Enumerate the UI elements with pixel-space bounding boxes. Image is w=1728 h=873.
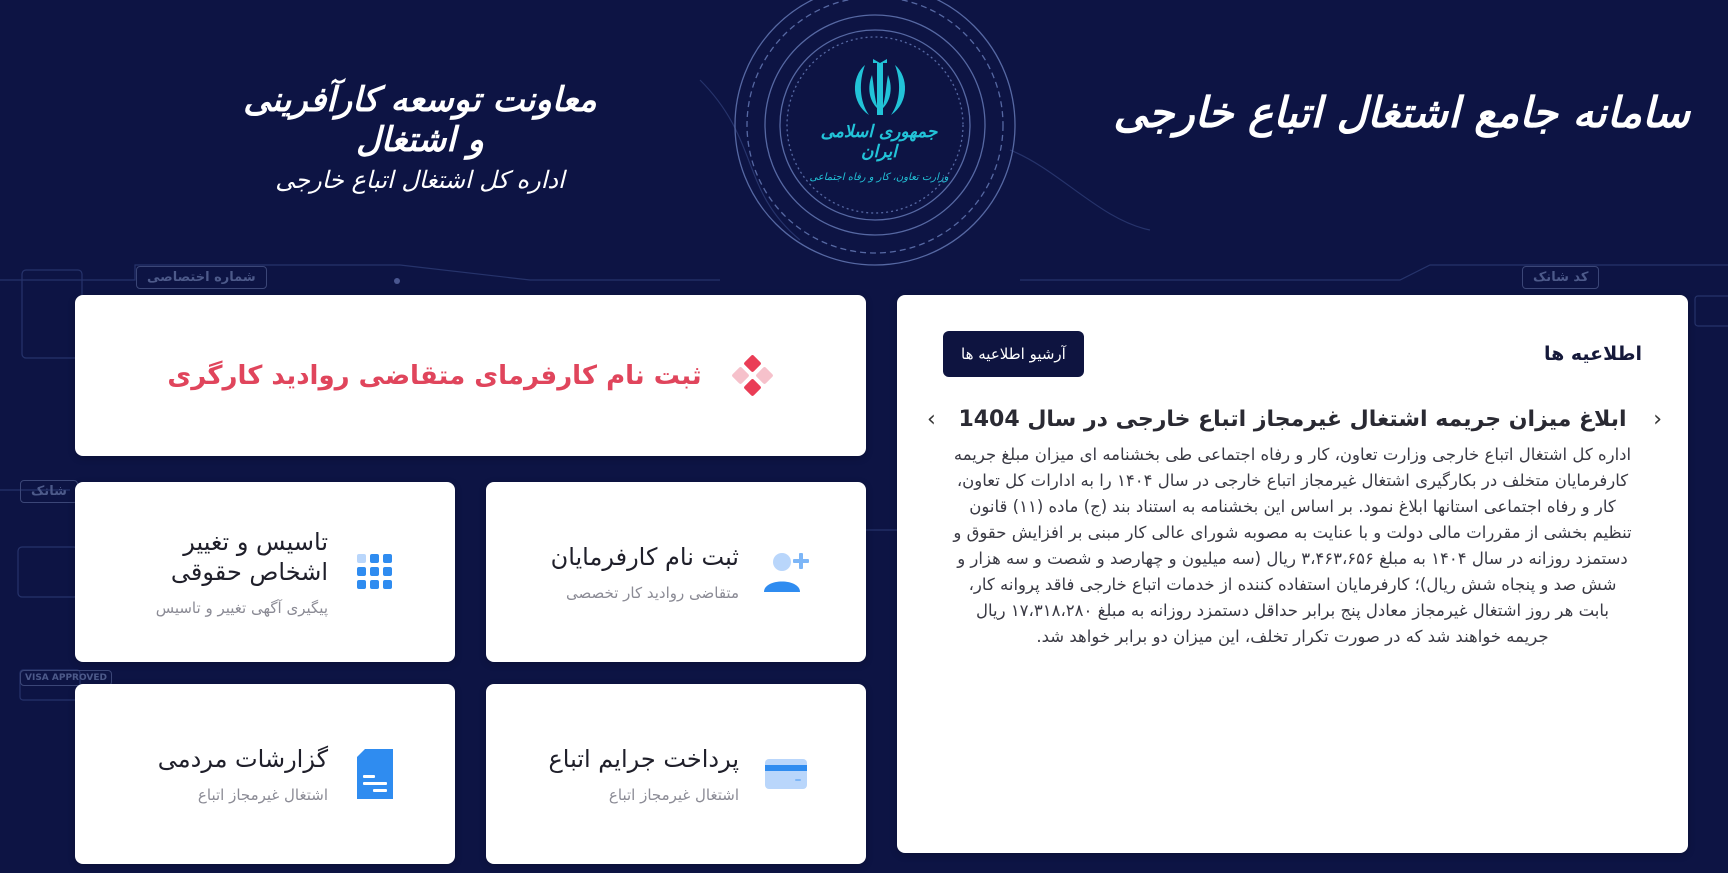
announcements-panel: [897, 295, 1688, 853]
decorative-tag-shanak: شانک: [20, 480, 78, 503]
department-block: [240, 80, 600, 194]
carousel-next-arrow-icon[interactable]: ›: [927, 407, 936, 432]
public-reports-tile[interactable]: [75, 684, 455, 864]
tile-subtitle: اشتغال غیرمجاز اتباع: [197, 786, 328, 804]
hero-card-title: ثبت نام کارفرمای متقاضی روادید کارگری: [167, 360, 702, 391]
tile-title: تاسیس و تغییر اشخاص حقوقی: [170, 528, 328, 586]
system-title: سامانه جامع اشتغال اتباع خارجی: [1113, 88, 1690, 137]
carousel-prev-arrow-icon[interactable]: ‹: [1653, 407, 1662, 432]
tile-subtitle: اشتغال غیرمجاز اتباع: [608, 786, 739, 804]
announcement-body: اداره کل اشتغال اتباع خارجی وزارت تعاون، کار و رفاه اجتماعی طی بخشنامه ای میزان مبلغ جریمه کارفرمایان متخلف در بکارگیری اشتغال غیرمجاز اتباع خارجی در سال ۱۴۰۴ را به ادارات کل تعاون، کار و رفاه اجتماعی استانها ابلاغ نمود. بر اساس این بخشنامه به استناد بند (ج) ماده (۱۱) قانون تنظیم بخشی از مقررات مالی دولت و با عنایت به مصوبه شورای عالی کار مبنی بر افزایش حقوق و دستمزد روزانه در سال ۱۴۰۴ به مبلغ ۳،۴۶۳،۶۵۶ ریال (سه میلیون و چهارصد و شصت و سه هزار و شش صد و پنجاه شش ریال)؛ کارفرمایان استفاده کننده از خدمات اتباع خارجی فاقد پروانه کار، بابت هر روز اشتغال غیرمجاز معادل پنج برابر حداقل دستمزد روزانه به مبلغ ۱۷،۳۱۸،۲۸۰ ریال جریمه خواهند شد که در صورت تکرار تخلف، این میزان دو برابر خواهد شد.: [953, 445, 1632, 646]
emblem-text: [804, 52, 954, 183]
announcement-title[interactable]: ابلاغ میزان جریمه اشتغال غیرمجاز اتباع خارجی در سال 1404: [958, 407, 1627, 432]
emblem-country: جمهوری اسلامی ایران: [820, 122, 938, 162]
decorative-tag-shanak-code: کد شانک: [1522, 266, 1599, 289]
user-add-icon: [761, 547, 811, 597]
tile-title: ثبت نام کارفرمایان: [550, 543, 739, 571]
tile-subtitle: پیگیری آگهی تغییر و تاسیس: [155, 599, 328, 617]
tile-title: پرداخت جرایم اتباع: [548, 745, 739, 773]
employer-work-visa-registration-card[interactable]: [75, 295, 866, 456]
decorative-tag-special-number: شماره اختصاصی: [136, 266, 267, 289]
announcements-archive-button[interactable]: آرشیو اطلاعیه ها: [943, 331, 1084, 377]
tile-title: گزارشات مردمی: [157, 745, 328, 773]
grid-apps-icon: [350, 547, 400, 597]
announcement-slide: [927, 407, 1662, 650]
decorative-tag-visa: VISA APPROVED: [20, 670, 112, 686]
credit-card-icon: [761, 749, 811, 799]
deputy-title: معاونت توسعه کارآفرینی و اشتغال: [243, 80, 597, 160]
tile-subtitle: متقاضی روادید کار تخصصی: [566, 584, 739, 602]
emblem-ministry: وزارت تعاون، کار و رفاه اجتماعی: [809, 172, 949, 183]
department-title: اداره کل اشتغال اتباع خارجی: [275, 166, 565, 194]
document-icon: [350, 749, 400, 799]
legal-entity-tile[interactable]: [75, 482, 455, 662]
pay-fines-tile[interactable]: [486, 684, 866, 864]
employer-registration-tile[interactable]: [486, 482, 866, 662]
diamonds-icon: [732, 355, 774, 397]
announcements-heading: اطلاعیه ها: [1543, 343, 1642, 365]
